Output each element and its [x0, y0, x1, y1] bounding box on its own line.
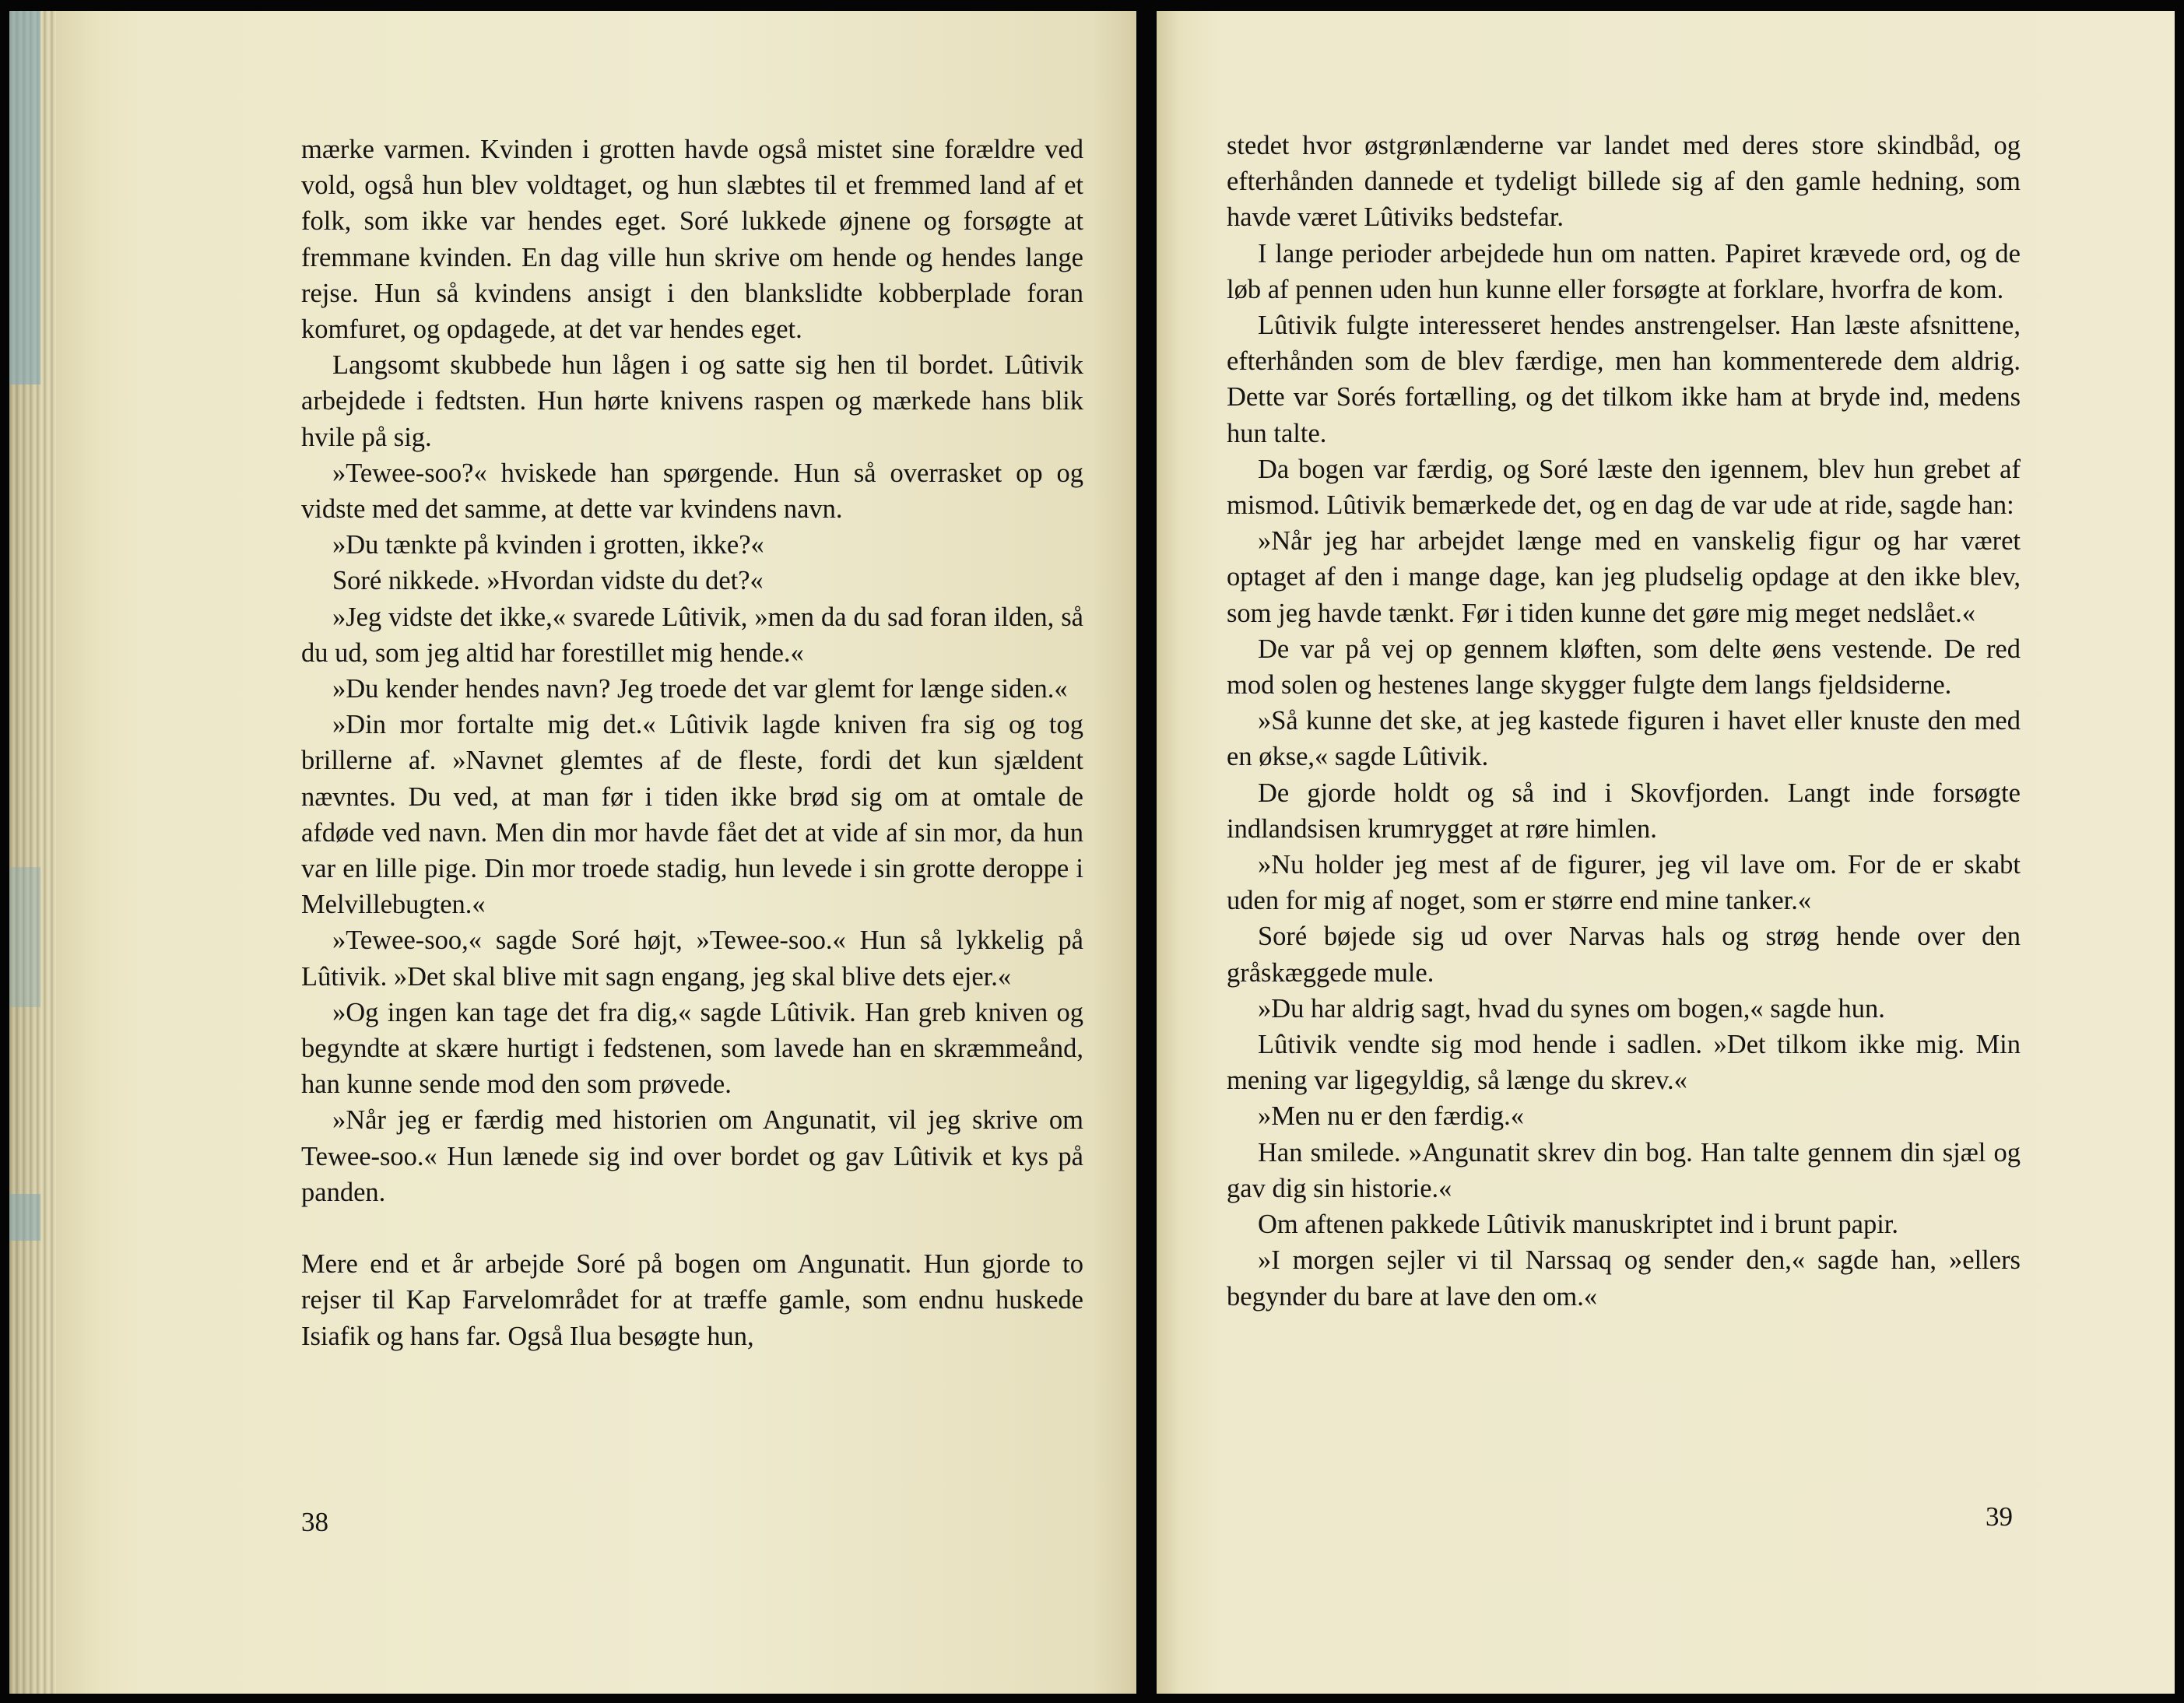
paragraph: »Nu holder jeg mest af de figurer, jeg vil lave om. For de er skabt uden for mig af noget, som er større end mine tanker.«: [1227, 850, 2021, 916]
paragraph: De gjorde holdt og så ind i Skovfjorden. Langt inde forsøgte indlandsisen krumrygget at røre himlen.: [1227, 778, 2021, 844]
stain: [9, 867, 40, 1007]
right-page-text: [1227, 128, 2021, 1315]
paragraph: »Du har aldrig sagt, hvad du synes om bogen,« sagde hun.: [1258, 993, 1885, 1024]
paragraph: De var på vej op gennem kløften, som delte øens vestende. De red mod solen og hestenes lange skygger fulgte dem langs fjeldsiderne.: [1227, 634, 2021, 701]
paragraph: »Din mor fortalte mig det.« Lûtivik lagde kniven fra sig og tog brillerne af. »Navnet glemtes af de fleste, fordi det kun sjældent nævntes. Du ved, at man før i tiden ikke brød sig om at omtale de afdøde ved navn. Men din mor havde fået det at vide af sin mor, da hun var en lille pige. Din mor troede stadig, hun levede i sin grotte deroppe i Melvillebugten.«: [301, 710, 1083, 920]
paragraph: »Tewee-soo,« sagde Soré højt, »Tewee-soo.« Hun så lykkelig på Lûtivik. »Det skal blive mit sagn engang, jeg skal blive dets ejer.«: [301, 925, 1083, 992]
stain: [9, 11, 40, 384]
paragraph: Soré nikkede. »Hvordan vidste du det?«: [332, 566, 764, 596]
paragraph: Soré bøjede sig ud over Narvas hals og strøg hende over den gråskæggede mule.: [1227, 922, 2021, 988]
paragraph: Lûtivik fulgte interesseret hendes anstrengelser. Han læste afsnittene, efterhånden som de blev færdige, men han kommenterede dem aldrig. Dette var Sorés fortælling, og det tilkom ikke ham at bryde ind, medens hun talte.: [1227, 311, 2021, 448]
paragraph: Han smilede. »Angunatit skrev din bog. Han talte gennem din sjæl og gav dig sin historie.«: [1227, 1137, 2021, 1203]
paragraph: Om aftenen pakkede Lûtivik manuskriptet ind i brunt papir.: [1258, 1210, 1899, 1240]
paragraph: »Jeg vidste det ikke,« svarede Lûtivik, »men da du sad foran ilden, så du ud, som jeg altid har forestillet mig hende.«: [301, 602, 1083, 668]
paragraph: Lûtivik vendte sig mod hende i sadlen. »Det tilkom ikke mig. Min mening var ligegyldig, så længe du skrev.«: [1227, 1030, 2021, 1096]
paragraph: »Du tænkte på kvinden i grotten, ikke?«: [332, 530, 764, 560]
paragraph: »Så kunne det ske, at jeg kastede figuren i havet eller knuste den med en økse,« sagde Lûtivik.: [1227, 706, 2021, 772]
left-page-text: [301, 132, 1083, 1354]
paragraph: stedet hvor østgrønlænderne var landet med deres store skindbåd, og efterhånden dannede et tydeligt billede sig af den gamle hedning, som havde været Lûtiviks bedstefar.: [1227, 131, 2021, 233]
paragraph: Da bogen var færdig, og Soré læste den igennem, blev hun grebet af mismod. Lûtivik bemærkede det, og en dag de var ude at ride, sagde han:: [1227, 454, 2021, 521]
paragraph: »Du kender hendes navn? Jeg troede det var glemt for længe siden.«: [332, 674, 1068, 704]
paragraph: »I morgen sejler vi til Narssaq og sender den,« sagde han, »ellers begynder du bare at lave den om.«: [1227, 1245, 2021, 1311]
paragraph: I lange perioder arbejdede hun om natten. Papiret krævede ord, og de løb af pennen uden hun kunne eller forsøgte at forklare, hvorfra de kom.: [1227, 238, 2021, 304]
paragraph: mærke varmen. Kvinden i grotten havde også mistet sine forældre ved vold, også hun blev voldtaget, og hun slæbtes til et fremmed land af et folk, som ikke var hendes eget. Soré lukkede øjnene og forsøgte at fremmane kvinden. En dag ville hun skrive om hende og hendes lange rejse. Hun så kvindens ansigt i den blankslidte kobberplade foran komfuret, og opdagede, at det var hendes eget.: [301, 135, 1083, 345]
paragraph: Mere end et år arbejde Soré på bogen om Angunatit. Hun gjorde to rejser til Kap Farvelområdet for at træffe gamle, som endnu huskede Isiafik og hans far. Også Ilua besøgte hun,: [301, 1249, 1083, 1351]
left-page: [9, 11, 1136, 1694]
page-number: 39: [1986, 1501, 2013, 1532]
right-page: [1157, 11, 2175, 1694]
page-number: 38: [301, 1507, 328, 1537]
paragraph: »Tewee-soo?« hviskede han spørgende. Hun så overrasket op og vidste med det samme, at dette var kvindens navn.: [301, 458, 1083, 525]
stain: [9, 1194, 40, 1241]
paragraph: »Når jeg er færdig med historien om Angunatit, vil jeg skrive om Tewee-soo.« Hun lænede sig ind over bordet og gav Lûtivik et kys på panden.: [301, 1105, 1083, 1207]
paragraph: »Men nu er den færdig.«: [1258, 1101, 1525, 1132]
paragraph: »Og ingen kan tage det fra dig,« sagde Lûtivik. Han greb kniven og begyndte at skære hurtigt i fedstenen, som lavede han en skræmmeånd, han kunne sende mod den som prøvede.: [301, 997, 1083, 1100]
paragraph: »Når jeg har arbejdet længe med en vanskelig figur og har været optaget af den i mange dage, kan jeg pludselig opdage at den ikke blev, som jeg havde tænkt. Før i tiden kunne det gøre mig meget nedslået.«: [1227, 526, 2021, 628]
paragraph: Langsomt skubbede hun lågen i og satte sig hen til bordet. Lûtivik arbejdede i fedtsten. Hun hørte knivens raspen og mærkede hans blik hvile på sig.: [301, 350, 1083, 452]
